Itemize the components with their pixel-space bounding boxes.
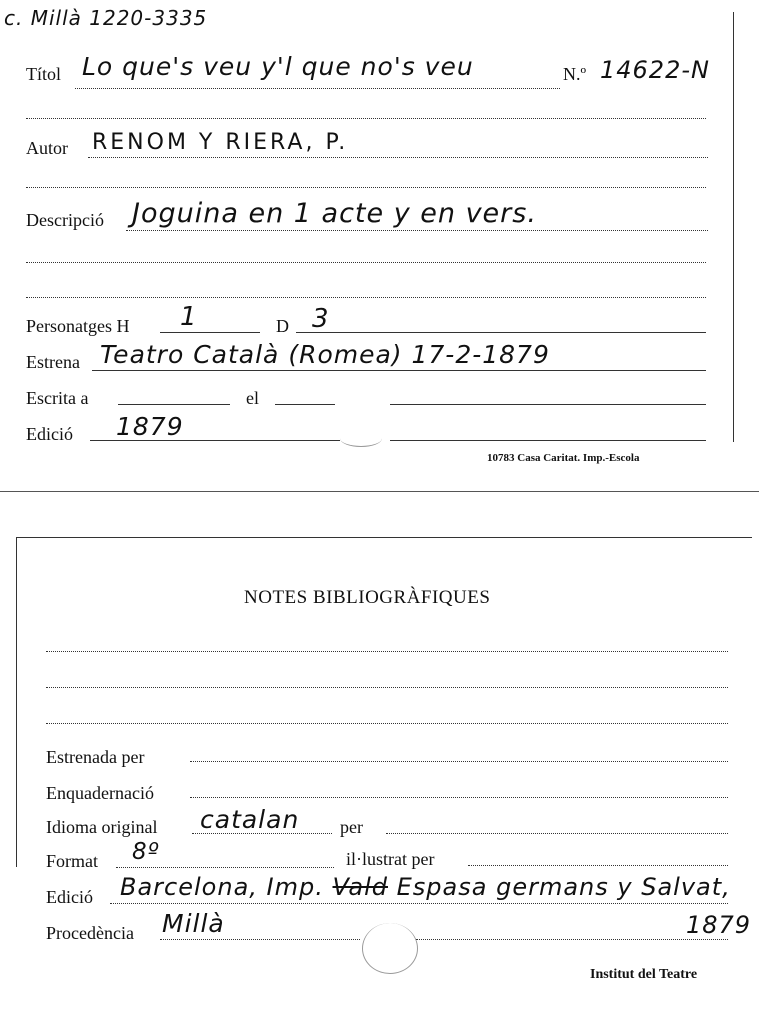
enquadernacio-label: Enquadernació [46, 783, 154, 803]
titol-line [75, 88, 560, 89]
titol-value: Lo que's veu y'l que no's veu [82, 52, 474, 81]
personatges-d-label: D [276, 316, 289, 336]
format-value: 8º [132, 839, 160, 865]
escrita-line-2 [390, 404, 706, 405]
descripcio-line-2 [26, 262, 706, 263]
estrenada-per-label: Estrenada per [46, 747, 145, 767]
catalog-card-bottom [16, 537, 752, 1017]
notes-line-1 [46, 651, 728, 652]
enquadernacio-line [190, 797, 728, 798]
autor-line-2 [26, 187, 706, 188]
institution-stamp: Institut del Teatre [590, 967, 698, 982]
estrena-value: Teatro Català (Romea) 17-2-1879 [100, 340, 550, 369]
idioma-line [192, 833, 332, 834]
edicio-bottom-value [120, 873, 731, 901]
card-separator [0, 491, 759, 492]
punch-hole-bottom [362, 923, 418, 974]
idioma-per-line [386, 833, 728, 834]
personatges-h-value: 1 [180, 302, 198, 332]
edicio-value: 1879 [116, 412, 184, 441]
notes-line-3 [46, 723, 728, 724]
format-illustrat-label: il·lustrat per [346, 849, 435, 869]
notes-heading: NOTES BIBLIOGRÀFIQUES [244, 587, 491, 608]
personatges-d-value: 3 [312, 304, 330, 334]
edicio-line-2 [390, 440, 706, 441]
format-illustrat-line [468, 865, 728, 866]
procedencia-value: Millà [162, 909, 225, 938]
autor-value: RENOM Y RIERA, P. [92, 130, 349, 155]
card-right-edge [733, 12, 734, 442]
idioma-per-label: per [340, 817, 363, 837]
personatges-d-line [296, 332, 706, 333]
descripcio-label: Descripció [26, 210, 104, 230]
descripcio-line [126, 230, 708, 231]
card-left-edge [16, 537, 17, 867]
idioma-value: catalan [200, 805, 300, 834]
numero-label: N.º [563, 64, 587, 84]
personatges-label: Personatges H [26, 316, 130, 336]
edicio-bottom-line [110, 903, 728, 904]
catalog-card-top [0, 0, 759, 492]
edicio-place-printer: Barcelona, Imp. [120, 873, 324, 901]
escrita-label: Escrita a [26, 388, 89, 408]
titol-line-2 [26, 118, 706, 119]
edicio-struck-text: Vald [332, 873, 388, 901]
edicio-line [90, 440, 340, 441]
punch-hole-top [340, 430, 382, 447]
idioma-label: Idioma original [46, 817, 158, 837]
autor-line [88, 157, 708, 158]
format-label: Format [46, 851, 98, 871]
edicio-publisher: Espasa germans y Salvat, [396, 873, 731, 901]
edicio-label: Edició [26, 424, 73, 444]
escrita-el-line [275, 404, 335, 405]
printer-imprint: 10783 Casa Caritat. Imp.-Escola [487, 452, 640, 464]
estrenada-per-line [190, 761, 728, 762]
notes-line-2 [46, 687, 728, 688]
estrena-label: Estrena [26, 352, 80, 372]
escrita-line [118, 404, 230, 405]
procedencia-year: 1879 [686, 911, 752, 939]
procedencia-line-2 [416, 939, 728, 940]
catalog-reference: c. Millà 1220-3335 [4, 6, 208, 30]
format-line [116, 867, 334, 868]
card-top-edge [16, 537, 752, 538]
escrita-el-label: el [246, 388, 259, 408]
procedencia-line [160, 939, 360, 940]
procedencia-label: Procedència [46, 923, 134, 943]
descripcio-line-3 [26, 297, 706, 298]
edicio-bottom-label: Edició [46, 887, 93, 907]
estrena-line [92, 370, 706, 371]
personatges-h-line [160, 332, 260, 333]
autor-label: Autor [26, 138, 68, 158]
numero-value: 14622-N [600, 56, 710, 84]
descripcio-value: Joguina en 1 acte y en vers. [132, 198, 537, 229]
titol-label: Títol [26, 64, 61, 84]
